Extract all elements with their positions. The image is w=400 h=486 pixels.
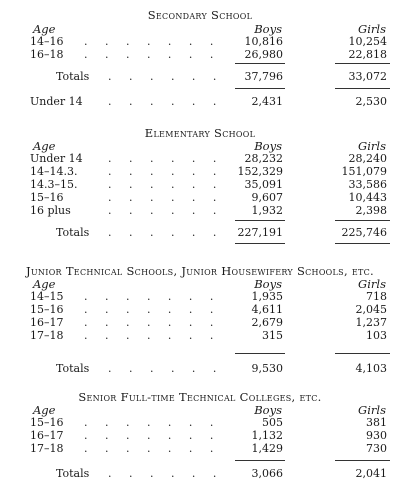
table-header: [0, 22, 400, 36]
leader-dots: . . . . . . .: [84, 303, 214, 316]
boys-cell: 4,611: [251, 303, 283, 316]
girls-header: Girls: [358, 139, 386, 153]
age-cell: 15–16: [30, 303, 64, 316]
table-header: [0, 403, 400, 417]
age-cell: 16–18: [30, 48, 64, 61]
leader-dots: . . . . . . .: [84, 316, 214, 329]
girls-header: Girls: [358, 277, 386, 291]
leader-dots: . . . . . . .: [84, 442, 214, 455]
table-header: [0, 139, 400, 153]
age-cell: Under 14: [30, 152, 83, 165]
section-title-senior-technical-colleges: Senior Full-time Technical Colleges, etc.: [78, 390, 322, 404]
table-row: [0, 316, 400, 330]
age-cell: 14–15: [30, 290, 64, 303]
age-cell: 17–18: [30, 329, 64, 342]
total-rule: [235, 243, 285, 244]
boys-cell: 1,429: [251, 442, 283, 455]
subtotal-rule: [335, 220, 390, 221]
age-header: Age: [33, 139, 56, 153]
boys-cell: 2,431: [251, 95, 283, 108]
boys-total: 37,796: [244, 70, 283, 83]
table-row: [0, 429, 400, 443]
age-cell: 14–14.3.: [30, 165, 78, 178]
total-rule: [335, 243, 390, 244]
total-rule: [235, 88, 285, 89]
subtotal-rule: [235, 353, 285, 354]
girls-cell: 33,586: [348, 178, 387, 191]
leader-dots: . . . . . .: [108, 226, 217, 239]
age-cell: Under 14: [30, 95, 83, 108]
totals-row: [0, 226, 400, 240]
boys-header: Boys: [254, 277, 282, 291]
leader-dots: . . . . . . .: [84, 429, 214, 442]
girls-cell: 22,818: [348, 48, 387, 61]
girls-cell: 930: [366, 429, 387, 442]
girls-cell: 151,079: [341, 165, 387, 178]
age-cell: 16 plus: [30, 204, 71, 217]
boys-total: 3,066: [251, 467, 283, 480]
boys-total: 9,530: [251, 362, 283, 375]
leader-dots: . . . . . .: [108, 362, 217, 375]
boys-cell: 1,935: [251, 290, 283, 303]
boys-cell: 1,132: [251, 429, 283, 442]
boys-cell: 26,980: [244, 48, 283, 61]
girls-cell: 381: [366, 416, 387, 429]
table-row: [0, 416, 400, 430]
totals-label: Totals: [56, 70, 90, 83]
girls-header: Girls: [358, 22, 386, 36]
subtotal-rule: [335, 460, 390, 461]
leader-dots: . . . . . .: [108, 165, 217, 178]
boys-header: Boys: [254, 403, 282, 417]
age-cell: 14.3–15.: [30, 178, 78, 191]
table-row: [0, 290, 400, 304]
girls-total: 2,041: [355, 467, 387, 480]
totals-row: [0, 362, 400, 376]
boys-header: Boys: [254, 22, 282, 36]
girls-header: Girls: [358, 403, 386, 417]
leader-dots: . . . . . .: [108, 152, 217, 165]
girls-cell: 1,237: [355, 316, 387, 329]
table-row: [0, 95, 400, 109]
boys-cell: 315: [262, 329, 283, 342]
leader-dots: . . . . . .: [108, 191, 217, 204]
table-row: [0, 35, 400, 49]
leader-dots: . . . . . .: [108, 70, 217, 83]
age-cell: 14–16: [30, 35, 64, 48]
table-header: [0, 277, 400, 291]
leader-dots: . . . . . .: [108, 178, 217, 191]
girls-total: 4,103: [355, 362, 387, 375]
age-cell: 16–17: [30, 429, 64, 442]
boys-cell: 1,932: [251, 204, 283, 217]
boys-cell: 152,329: [237, 165, 283, 178]
girls-total: 225,746: [341, 226, 387, 239]
girls-cell: 2,398: [355, 204, 387, 217]
age-header: Age: [33, 277, 56, 291]
girls-cell: 2,045: [355, 303, 387, 316]
girls-cell: 103: [366, 329, 387, 342]
table-row: [0, 442, 400, 456]
age-cell: 16–17: [30, 316, 64, 329]
subtotal-rule: [235, 220, 285, 221]
leader-dots: . . . . . .: [108, 95, 217, 108]
subtotal-rule: [235, 460, 285, 461]
table-row: [0, 303, 400, 317]
table-row: [0, 191, 400, 205]
subtotal-rule: [335, 63, 390, 64]
boys-cell: 35,091: [244, 178, 283, 191]
boys-cell: 28,232: [244, 152, 283, 165]
table-row: [0, 152, 400, 166]
section-title-secondary-school: Secondary School: [147, 8, 253, 22]
leader-dots: . . . . . .: [108, 204, 217, 217]
girls-cell: 10,254: [348, 35, 387, 48]
girls-total: 33,072: [348, 70, 387, 83]
age-header: Age: [33, 22, 56, 36]
table-row: [0, 48, 400, 62]
total-rule: [335, 88, 390, 89]
age-header: Age: [33, 403, 56, 417]
table-row: [0, 178, 400, 192]
age-cell: 17–18: [30, 442, 64, 455]
leader-dots: . . . . . . .: [84, 48, 214, 61]
leader-dots: . . . . . . .: [84, 290, 214, 303]
totals-label: Totals: [56, 467, 90, 480]
totals-label: Totals: [56, 226, 90, 239]
boys-cell: 10,816: [244, 35, 283, 48]
subtotal-rule: [335, 353, 390, 354]
table-row: [0, 165, 400, 179]
leader-dots: . . . . . . .: [84, 416, 214, 429]
boys-header: Boys: [254, 139, 282, 153]
age-cell: 15–16: [30, 191, 64, 204]
boys-cell: 2,679: [251, 316, 283, 329]
totals-row: [0, 467, 400, 481]
section-title-junior-technical-schools: Junior Technical Schools, Junior Housewifery Schools, etc.: [25, 264, 375, 278]
leader-dots: . . . . . . .: [84, 35, 214, 48]
totals-label: Totals: [56, 362, 90, 375]
table-row: [0, 329, 400, 343]
leader-dots: . . . . . . .: [84, 329, 214, 342]
age-cell: 15–16: [30, 416, 64, 429]
girls-cell: 2,530: [355, 95, 387, 108]
subtotal-rule: [235, 63, 285, 64]
girls-cell: 10,443: [348, 191, 387, 204]
boys-cell: 505: [262, 416, 283, 429]
girls-cell: 718: [366, 290, 387, 303]
totals-row: [0, 70, 400, 84]
girls-cell: 28,240: [348, 152, 387, 165]
girls-cell: 730: [366, 442, 387, 455]
table-row: [0, 204, 400, 218]
leader-dots: . . . . . .: [108, 467, 217, 480]
boys-total: 227,191: [237, 226, 283, 239]
section-title-elementary-school: Elementary School: [144, 126, 256, 140]
boys-cell: 9,607: [251, 191, 283, 204]
